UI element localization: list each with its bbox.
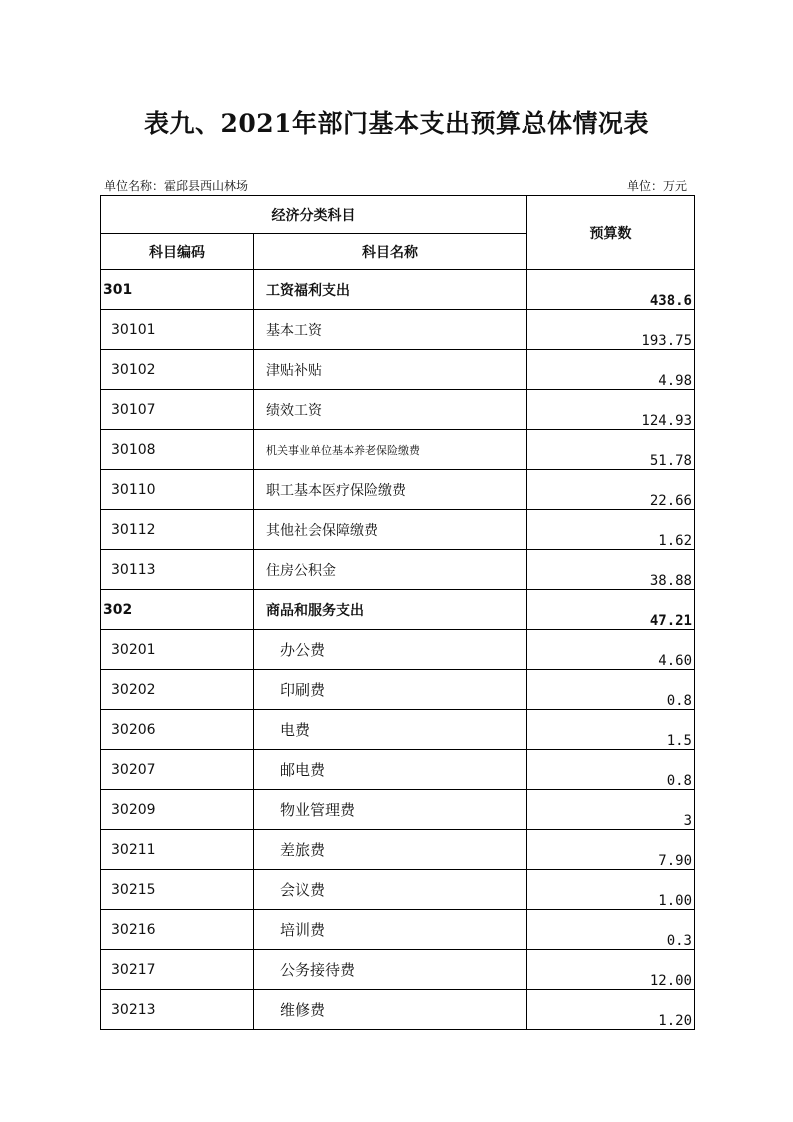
row-amount: 0.3	[527, 910, 695, 950]
table-row	[101, 990, 695, 1030]
row-amount: 7.90	[527, 830, 695, 870]
row-name: 印刷费	[254, 670, 527, 710]
row-code: 302	[101, 590, 254, 630]
row-amount: 22.66	[527, 470, 695, 510]
code-header: 科目编码	[101, 234, 254, 270]
row-name: 培训费	[254, 910, 527, 950]
row-amount: 51.78	[527, 430, 695, 470]
table-row	[101, 910, 695, 950]
row-code: 30209	[101, 790, 254, 830]
table-row	[101, 670, 695, 710]
row-code: 30206	[101, 710, 254, 750]
table-row	[101, 510, 695, 550]
econ-class-header: 经济分类科目	[101, 196, 527, 234]
row-amount: 0.8	[527, 750, 695, 790]
row-amount: 12.00	[527, 950, 695, 990]
row-name: 电费	[254, 710, 527, 750]
row-name: 邮电费	[254, 750, 527, 790]
row-code: 30110	[101, 470, 254, 510]
row-code: 30211	[101, 830, 254, 870]
table-row	[101, 710, 695, 750]
table-row	[101, 870, 695, 910]
table-row	[101, 590, 695, 630]
table-row	[101, 790, 695, 830]
row-name: 机关事业单位基本养老保险缴费	[254, 430, 527, 470]
row-name: 公务接待费	[254, 950, 527, 990]
row-amount: 38.88	[527, 550, 695, 590]
row-amount: 47.21	[527, 590, 695, 630]
row-code: 30113	[101, 550, 254, 590]
row-code: 30217	[101, 950, 254, 990]
row-code: 30107	[101, 390, 254, 430]
row-amount: 1.20	[527, 990, 695, 1030]
row-name: 职工基本医疗保险缴费	[254, 470, 527, 510]
row-amount: 1.00	[527, 870, 695, 910]
table-row	[101, 350, 695, 390]
row-name: 差旅费	[254, 830, 527, 870]
table-row	[101, 470, 695, 510]
row-amount: 1.62	[527, 510, 695, 550]
row-name: 其他社会保障缴费	[254, 510, 527, 550]
page-title: 表九、2021年部门基本支出预算总体情况表	[143, 109, 650, 138]
table-row	[101, 270, 695, 310]
row-code: 30201	[101, 630, 254, 670]
name-header: 科目名称	[254, 234, 527, 270]
row-amount: 124.93	[527, 390, 695, 430]
unit-name-label: 单位名称：霍邱县西山林场	[104, 179, 249, 193]
row-name: 津贴补贴	[254, 350, 527, 390]
row-amount: 193.75	[527, 310, 695, 350]
row-code: 30101	[101, 310, 254, 350]
row-name: 维修费	[254, 990, 527, 1030]
row-code: 30108	[101, 430, 254, 470]
row-code: 30216	[101, 910, 254, 950]
row-code: 30112	[101, 510, 254, 550]
row-name: 物业管理费	[254, 790, 527, 830]
table-row	[101, 750, 695, 790]
table-row	[101, 630, 695, 670]
row-amount: 4.98	[527, 350, 695, 390]
row-code: 30102	[101, 350, 254, 390]
row-code: 30213	[101, 990, 254, 1030]
table-row	[101, 310, 695, 350]
row-name: 工资福利支出	[254, 270, 527, 310]
row-name: 住房公积金	[254, 550, 527, 590]
table-row	[101, 430, 695, 470]
row-amount: 1.5	[527, 710, 695, 750]
amount-header: 预算数	[527, 196, 695, 270]
budget-table	[100, 195, 695, 1030]
row-name: 绩效工资	[254, 390, 527, 430]
row-code: 301	[101, 270, 254, 310]
table-row	[101, 830, 695, 870]
table-row	[101, 950, 695, 990]
row-name: 基本工资	[254, 310, 527, 350]
table-row	[101, 550, 695, 590]
row-amount: 438.6	[527, 270, 695, 310]
table-row	[101, 390, 695, 430]
row-code: 30202	[101, 670, 254, 710]
row-amount: 3	[527, 790, 695, 830]
row-code: 30207	[101, 750, 254, 790]
row-name: 会议费	[254, 870, 527, 910]
row-name: 办公费	[254, 630, 527, 670]
row-amount: 0.8	[527, 670, 695, 710]
row-code: 30215	[101, 870, 254, 910]
row-name: 商品和服务支出	[254, 590, 527, 630]
currency-unit-label: 单位：万元	[627, 179, 688, 193]
row-amount: 4.60	[527, 630, 695, 670]
